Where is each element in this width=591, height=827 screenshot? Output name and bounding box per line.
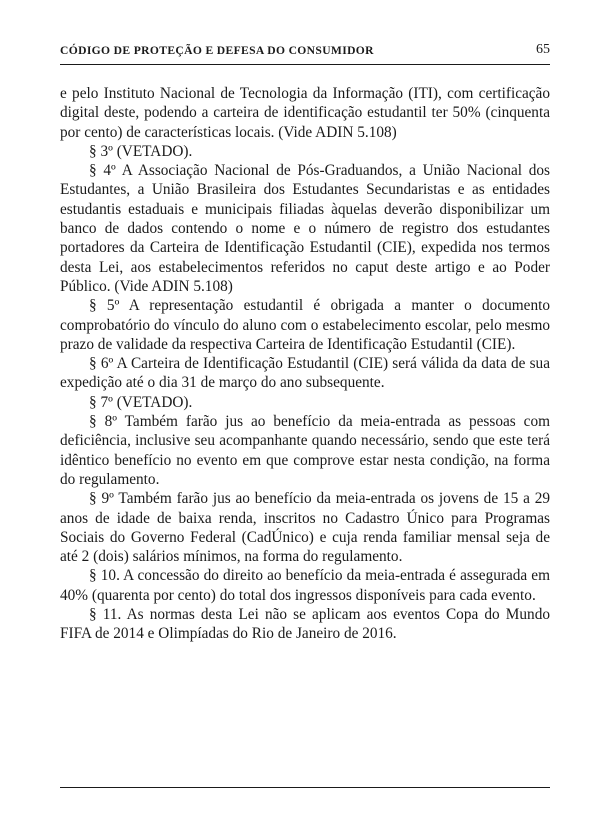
paragraph-11: § 11. As normas desta Lei não se aplicam aos eventos Copa do Mundo FIFA de 2014 e Olimpíadas do Rio de Janeiro de 2016. <box>60 606 550 643</box>
body-text <box>60 84 550 644</box>
header-rule <box>60 64 550 65</box>
paragraph-5: § 5º A representação estudantil é obrigada a manter o documento comprobatório do vínculo do aluno com o estabelecimento escolar, pelo mesmo prazo de validade da respectiva Carteira de Identificação Estudantil (CIE). <box>60 297 550 353</box>
header-title: CÓDIGO DE PROTEÇÃO E DEFESA DO CONSUMIDOR <box>60 44 374 57</box>
paragraph-8: § 8º Também farão jus ao benefício da meia-entrada as pessoas com deficiência, inclusive seu acompanhante quando necessário, sendo que este terá idêntico benefício no evento em que comprove estar nesta condição, na forma do regulamento. <box>60 413 550 488</box>
running-header <box>60 42 550 62</box>
paragraph-10: § 10. A concessão do direito ao benefício da meia-entrada é assegurada em 40% (quarenta por cento) do total dos ingressos disponíveis para cada evento. <box>60 567 550 604</box>
paragraph-4: § 4º A Associação Nacional de Pós-Graduandos, a União Nacional dos Estudantes, a União Brasileira dos Estudantes Secundaristas e as entidades estudantis estaduais e municipais filiadas àquelas deverão disponibilizar um banco de dados contendo o nome e o número de registro dos estudantes portadores da Carteira de Identificação Estudantil (CIE), expedida nos termos desta Lei, aos estabelecimentos referidos no caput deste artigo e ao Poder Público. (Vide ADIN 5.108) <box>60 162 550 295</box>
footer-rule <box>60 787 550 788</box>
paragraph-continuation: e pelo Instituto Nacional de Tecnologia da Informação (ITI), com certificação digital deste, podendo a carteira de identificação estudantil ter 50% (cinquenta por cento) de características locais. (Vide ADIN 5.108) <box>60 85 550 141</box>
paragraph-3: § 3º (VETADO). <box>89 142 193 160</box>
paragraph-7: § 7º (VETADO). <box>89 393 193 411</box>
paragraph-6: § 6º A Carteira de Identificação Estudantil (CIE) será válida da data de sua expedição até o dia 31 de março do ano subsequente. <box>60 355 550 392</box>
paragraph-9: § 9º Também farão jus ao benefício da meia-entrada os jovens de 15 a 29 anos de idade de baixa renda, inscritos no Cadastro Único para Programas Sociais do Governo Federal (CadÚnico) e cuja renda familiar mensal seja de até 2 (dois) salários mínimos, na forma do regulamento. <box>60 490 550 566</box>
page-number: 65 <box>536 42 550 57</box>
